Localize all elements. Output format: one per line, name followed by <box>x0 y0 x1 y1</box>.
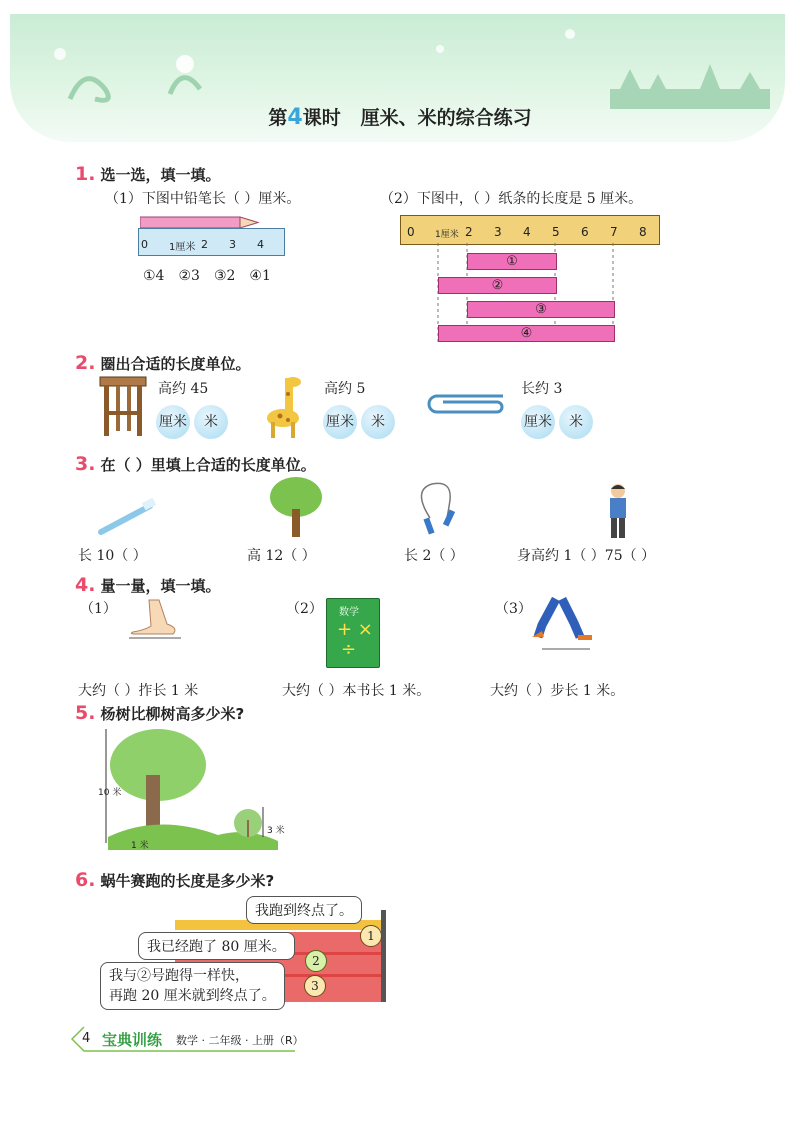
q4-answer-3[interactable]: 大约（ ）步长 1 米。 <box>490 683 625 699</box>
q5-heading <box>75 702 244 724</box>
ruler2-tick: 1厘米 <box>435 230 459 240</box>
svg-text:+ ×: + × <box>337 619 373 640</box>
q3-blank-1[interactable]: 长 10（ ） <box>78 548 147 564</box>
lesson-number: 4 <box>287 105 303 130</box>
ruler2-tick: 8 <box>639 225 647 239</box>
trees-illustration <box>98 725 283 855</box>
speech-bubble-1: 我跑到终点了。 <box>246 896 362 924</box>
base-height: 1 米 <box>131 841 149 851</box>
ruler2-tick: 5 <box>552 225 560 239</box>
option-1[interactable]: ①4 <box>143 268 165 284</box>
hand-span-image <box>125 598 185 640</box>
pencil-image <box>140 215 258 227</box>
unit-cm-option[interactable]: 厘米 <box>521 405 555 439</box>
q4-label-1: （1） <box>80 601 117 617</box>
strip-3[interactable]: ③ <box>467 301 615 318</box>
ruler1-tick: 1厘米 <box>169 242 196 253</box>
q3-title: 在（ ）里填上合适的长度单位。 <box>100 456 316 474</box>
unit-cm-option[interactable]: 厘米 <box>323 405 357 439</box>
strip-4[interactable]: ④ <box>438 325 615 342</box>
q4-number: 4. <box>75 574 96 596</box>
q2-item3-label: 长约 3 <box>521 381 563 397</box>
svg-text:÷: ÷ <box>341 639 357 660</box>
q4-title: 量一量，填一填。 <box>100 577 221 595</box>
title-prefix: 第 <box>268 107 288 129</box>
q3-blank-2[interactable]: 高 12（ ） <box>247 548 316 564</box>
jump-rope-image <box>412 480 468 540</box>
q4-label-2: （2） <box>286 601 323 617</box>
option-4[interactable]: ④1 <box>249 268 271 284</box>
ruler2-tick: 2 <box>465 225 473 239</box>
q4-answer-1[interactable]: 大约（ ）拃长 1 米 <box>78 683 199 699</box>
toothbrush-image <box>95 498 160 538</box>
boy-image <box>604 482 632 540</box>
q5-number: 5. <box>75 702 96 724</box>
q1-number: 1. <box>75 163 96 185</box>
q2-title: 圈出合适的长度单位。 <box>100 355 251 373</box>
q1-sub1: （1）下图中铅笔长（ ）厘米。 <box>105 191 301 207</box>
q2-item2-label: 高约 5 <box>324 381 366 397</box>
speech-bubble-3-line2: 再跑 20 厘米就到终点了。 <box>109 988 276 1004</box>
option-3[interactable]: ③2 <box>213 268 236 284</box>
q3-blank-4[interactable]: 身高约 1（ ）75（ ） <box>517 548 656 564</box>
q1-heading <box>75 163 221 185</box>
unit-cm-option[interactable]: 厘米 <box>156 405 190 439</box>
ruler1-tick: 0 <box>141 238 148 251</box>
short-tree-height: 3 米 <box>267 826 285 836</box>
ruler2-tick: 7 <box>610 225 618 239</box>
ruler1-tick: 3 <box>229 238 236 251</box>
unit-m-option[interactable]: 米 <box>361 405 395 439</box>
giraffe-image <box>263 374 309 440</box>
paperclip-image <box>425 390 510 418</box>
unit-m-option[interactable]: 米 <box>559 405 593 439</box>
book-cover-text: 数学 <box>339 607 359 618</box>
snail-3: 3 <box>304 975 326 997</box>
q6-title: 蜗牛赛跑的长度是多少米? <box>100 872 275 890</box>
ruler-2 <box>400 215 660 245</box>
q6-heading <box>75 869 274 891</box>
math-book-image <box>326 598 380 668</box>
q3-number: 3. <box>75 453 96 475</box>
snail-2: 2 <box>305 950 327 972</box>
footer-info: 数学 · 二年级 · 上册（R） <box>176 1034 304 1047</box>
q5-title: 杨树比柳树高多少米? <box>100 705 245 723</box>
q2-heading <box>75 352 251 374</box>
lesson-title: 厘米、米的综合练习 <box>360 107 532 129</box>
page-title <box>0 103 800 130</box>
tall-tree-height: 10 米 <box>98 788 122 798</box>
q6-number: 6. <box>75 869 96 891</box>
unit-m-option[interactable]: 米 <box>194 405 228 439</box>
q3-blank-3[interactable]: 长 2（ ） <box>404 548 464 564</box>
ruler2-tick: 6 <box>581 225 589 239</box>
ruler2-tick: 4 <box>523 225 531 239</box>
page-number: 4 <box>82 1031 91 1046</box>
option-2[interactable]: ②3 <box>178 268 200 284</box>
q2-number: 2. <box>75 352 96 374</box>
q2-item1-label: 高约 45 <box>158 381 209 397</box>
q1-options <box>143 268 313 284</box>
ruler1-tick: 2 <box>201 238 208 251</box>
brand-logo-text: 宝典训练 <box>102 1031 163 1049</box>
speech-bubble-2: 我已经跑了 80 厘米。 <box>138 932 295 960</box>
walking-legs-image <box>528 597 598 653</box>
footer <box>70 1025 304 1053</box>
title-suffix: 课时 <box>302 107 341 129</box>
speech-bubble-3-line1: 我与②号跑得一样快， <box>109 968 249 984</box>
speech-bubble-3 <box>100 962 285 1010</box>
q1-sub2: （2）下图中，（ ）纸条的长度是 5 厘米。 <box>380 191 643 207</box>
q1-title: 选一选，填一填。 <box>100 166 221 184</box>
ruler-1 <box>138 228 285 256</box>
q3-heading <box>75 453 316 475</box>
strip-1[interactable]: ① <box>467 253 557 270</box>
q4-heading <box>75 574 221 596</box>
stool-image <box>98 375 148 437</box>
snail-1: 1 <box>360 925 382 947</box>
strip-2[interactable]: ② <box>438 277 557 294</box>
ruler2-tick: 0 <box>407 225 415 239</box>
ruler2-tick: 3 <box>494 225 502 239</box>
ruler1-tick: 4 <box>257 238 264 251</box>
q4-answer-2[interactable]: 大约（ ）本书长 1 米。 <box>282 683 431 699</box>
tree-image <box>268 475 324 539</box>
q4-label-3: （3） <box>495 601 532 617</box>
